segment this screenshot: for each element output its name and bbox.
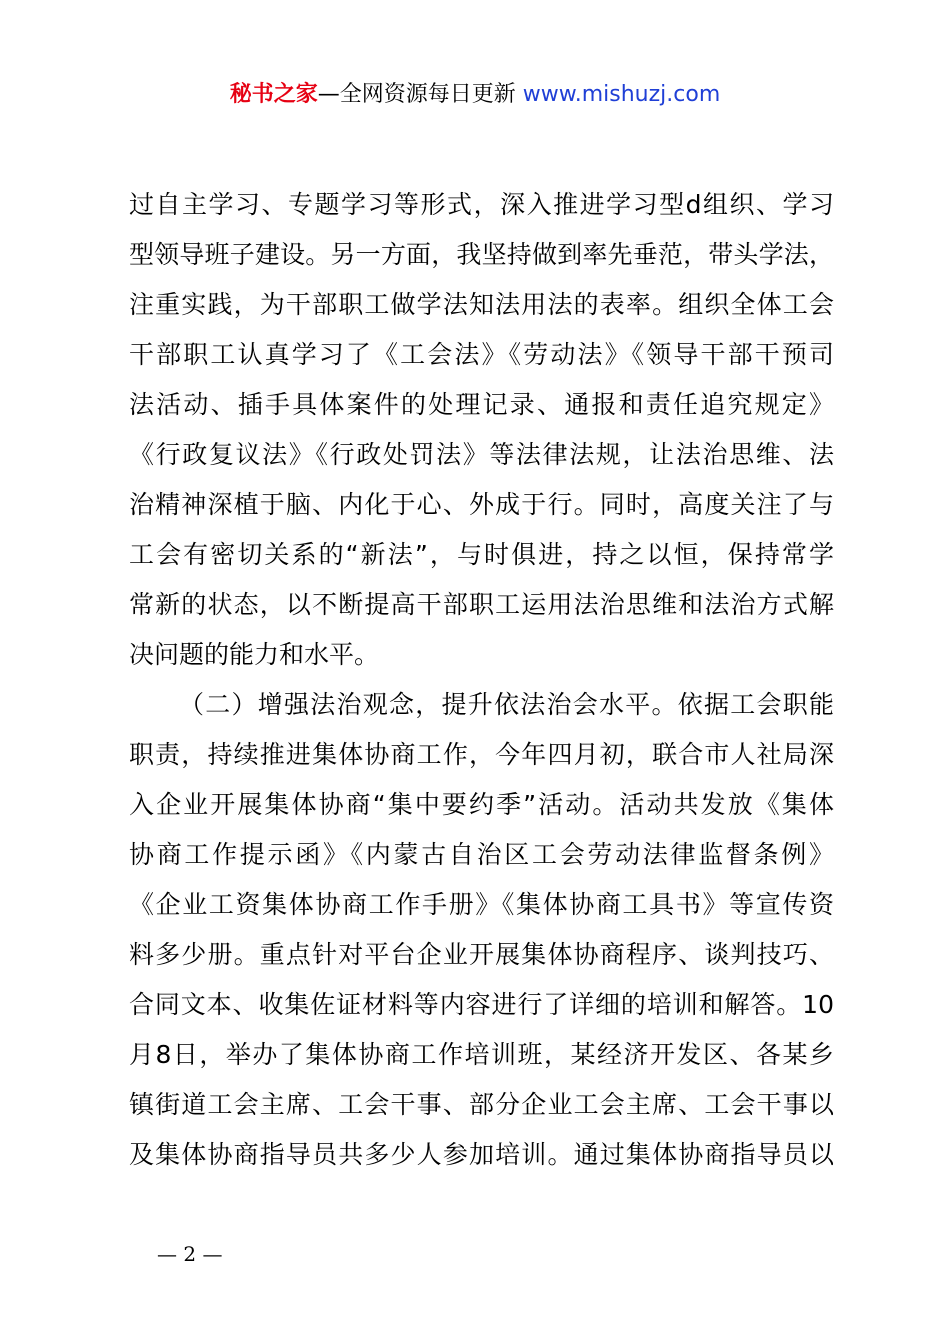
text-line: 过自主学习、专题学习等形式，深入推进学习型d组织、学习	[129, 190, 834, 219]
text-line: 注重实践，为干部职工做学法知法用法的表率。组织全体工会	[129, 290, 834, 319]
text-line: 合同文本、收集佐证材料等内容进行了详细的培训和解答。10	[129, 990, 834, 1019]
text-line: 及集体协商指导员共多少人参加培训。通过集体协商指导员以	[129, 1140, 834, 1169]
text-line: 月8日，举办了集体协商工作培训班，某经济开发区、各某乡	[129, 1040, 834, 1069]
text-line: 工会有密切关系的“新法”，与时俱进，持之以恒，保持常学	[129, 540, 834, 569]
text-line: 法活动、插手具体案件的处理记录、通报和责任追究规定》	[129, 390, 834, 419]
text-line: 《企业工资集体协商工作手册》《集体协商工具书》等宣传资	[129, 890, 834, 919]
document-body	[129, 180, 834, 1180]
section-heading-line: （二）增强法治观念，提升依法治会水平。依据工会职能	[179, 690, 834, 719]
header-tagline: —全网资源每日更新	[317, 82, 516, 107]
text-line: 《行政复议法》《行政处罚法》等法律法规，让法治思维、法	[129, 440, 834, 469]
text-line: 镇街道工会主席、工会干事、部分企业工会主席、工会干事以	[129, 1090, 834, 1119]
text-line: 职责，持续推进集体协商工作，今年四月初，联合市人社局深	[129, 740, 834, 769]
text-line: 型领导班子建设。另一方面，我坚持做到率先垂范，带头学法，	[129, 240, 834, 269]
text-line: 治精神深植于脑、内化于心、外成于行。同时，高度关注了与	[129, 490, 834, 519]
text-line: 入企业开展集体协商“集中要约季”活动。活动共发放《集体	[129, 790, 834, 819]
header-brand: 秘书之家	[229, 82, 318, 107]
text-line: 决问题的能力和水平。	[129, 640, 380, 669]
header-url[interactable]: www.mishuzj.com	[522, 82, 721, 107]
page-number: — 2 —	[157, 1242, 223, 1266]
text-line: 干部职工认真学习了《工会法》《劳动法》《领导干部干预司	[129, 340, 834, 369]
page-header	[0, 80, 950, 110]
text-line: 料多少册。重点针对平台企业开展集体协商程序、谈判技巧、	[129, 940, 834, 969]
text-line: 协商工作提示函》《内蒙古自治区工会劳动法律监督条例》	[129, 840, 834, 869]
text-line: 常新的状态，以不断提高干部职工运用法治思维和法治方式解	[129, 590, 834, 619]
